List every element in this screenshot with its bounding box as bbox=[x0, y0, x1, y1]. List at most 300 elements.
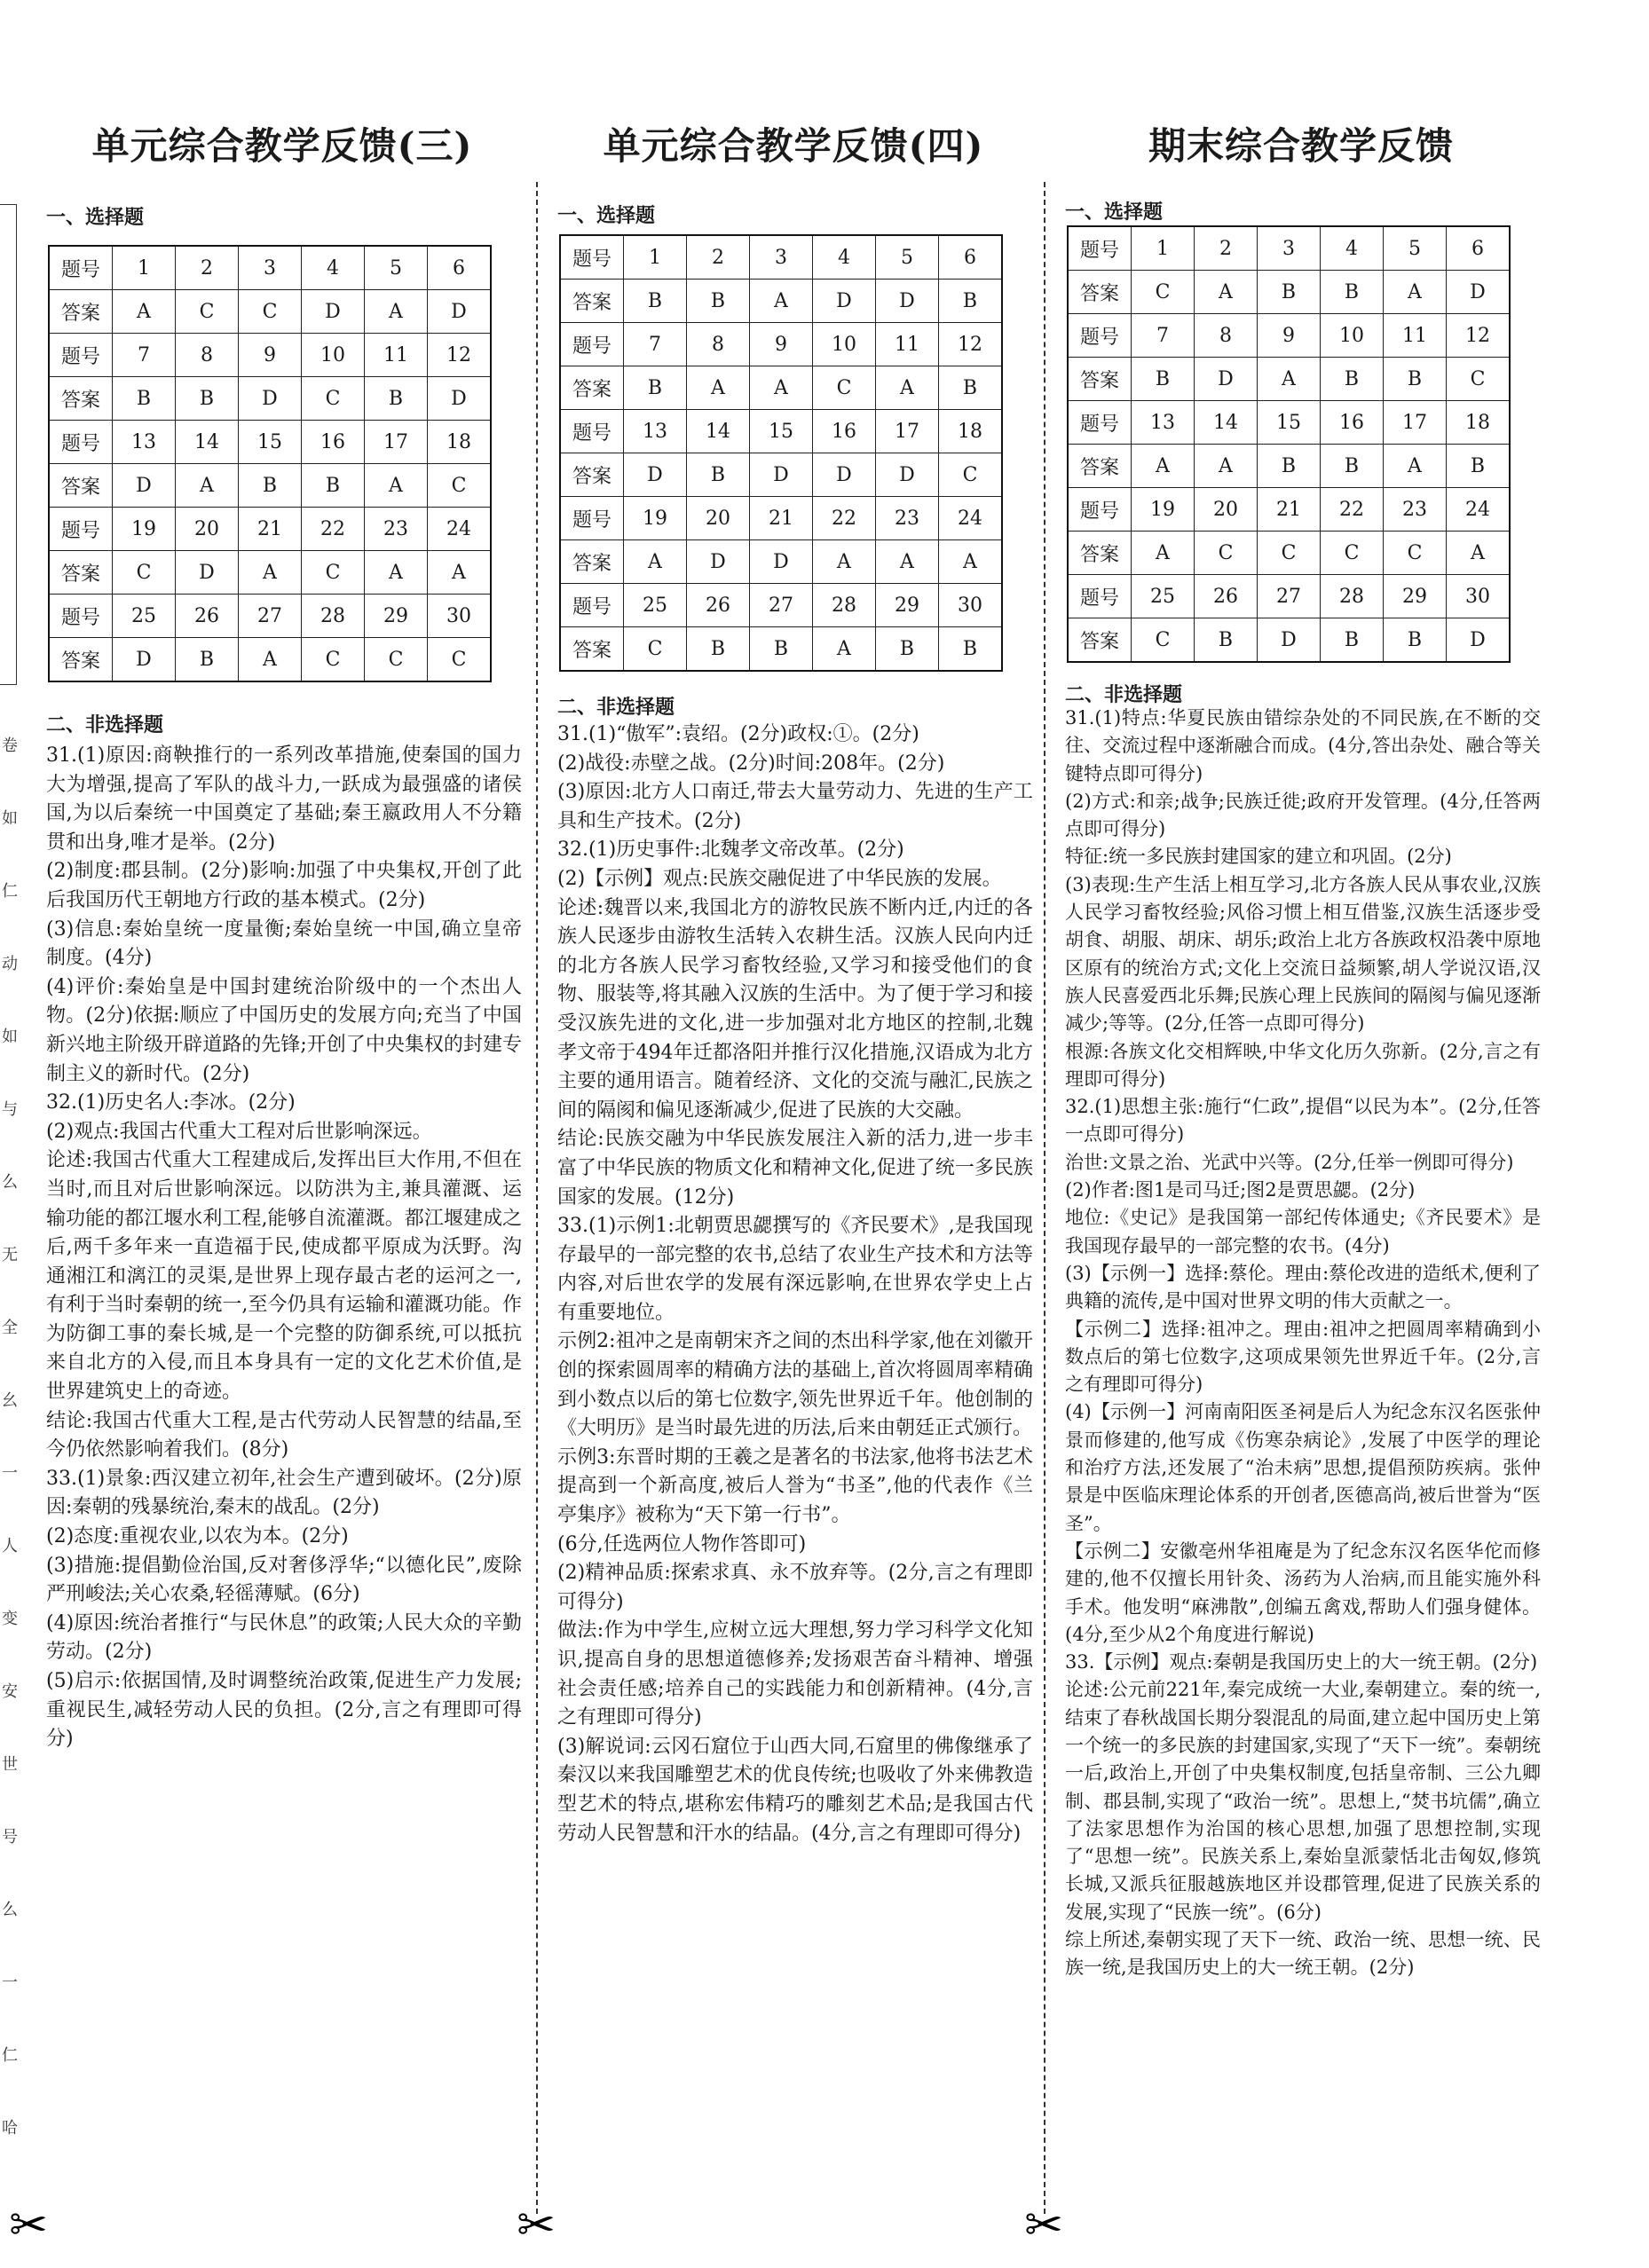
section-nonchoice-heading: 二、非选择题 bbox=[46, 713, 164, 736]
table-cell: 17 bbox=[876, 410, 939, 453]
table-cell: 答案 bbox=[560, 280, 624, 323]
table-cell: A bbox=[1384, 445, 1447, 488]
table-cell: 题号 bbox=[1068, 575, 1132, 618]
table-cell: 29 bbox=[365, 595, 428, 638]
table-cell: 23 bbox=[876, 497, 939, 540]
paragraph: (3)表现:生产生活上相互学习,北方各族人民从事农业,汉族人民学习畜牧经验;风俗习惯上相互借鉴,汉族生活逐步受胡食、胡服、胡床、胡乐;政治上北方各族政权沿袭中原地区原有的统治方式;文化上交流日益频繁,胡人学说汉语,汉族人民喜爱西北乐舞;民族心理上民族间的隔阂与偏见逐渐减少;等等。(2分,任答一点即可得分) bbox=[1065, 873, 1541, 1035]
table-cell: 7 bbox=[113, 334, 176, 377]
table-cell: 9 bbox=[239, 334, 302, 377]
section-choice-heading: 一、选择题 bbox=[557, 204, 656, 227]
table-cell: B bbox=[1447, 445, 1511, 488]
table-cell: B bbox=[1321, 271, 1384, 314]
cut-line bbox=[536, 182, 538, 2214]
table-row bbox=[49, 421, 491, 464]
scissors-icon: ✂ bbox=[517, 2199, 556, 2252]
paragraph: 32.(1)历史事件:北魏孝文帝改革。(2分) bbox=[557, 839, 904, 862]
table-row bbox=[49, 377, 491, 421]
table-cell: C bbox=[1321, 532, 1384, 575]
table-cell: 4 bbox=[1321, 226, 1384, 271]
table-cell: 11 bbox=[876, 323, 939, 366]
table-cell: B bbox=[176, 377, 239, 421]
table-cell: 5 bbox=[1384, 226, 1447, 271]
paragraph: (4)【示例一】河南南阳医圣祠是后人为纪念东汉名医张仲景而修建的,他写成《伤寒杂病论》,发展了中医学的理论和治疗方法,还发展了“治未病”思想,提倡预防疾病。张仲景是中医临床理论体系的开创者,医德高尚,被后世誉为“医圣”。 bbox=[1065, 1401, 1541, 1534]
paragraph: 32.(1)思想主张:施行“仁政”,提倡“以民为本”。(2分,任答一点即可得分) bbox=[1065, 1096, 1541, 1146]
table-cell: C bbox=[176, 290, 239, 334]
table-cell: B bbox=[365, 377, 428, 421]
table-row bbox=[560, 453, 1002, 497]
table-cell: B bbox=[1258, 271, 1321, 314]
table-cell: 答案 bbox=[1068, 445, 1132, 488]
column-title: 单元综合教学反馈(三) bbox=[91, 124, 473, 168]
table-cell: 16 bbox=[813, 410, 876, 453]
table-cell: B bbox=[1132, 358, 1195, 401]
table-cell: 18 bbox=[939, 410, 1003, 453]
table-cell: D bbox=[113, 638, 176, 682]
table-cell: 答案 bbox=[560, 627, 624, 672]
table-cell: 22 bbox=[302, 508, 365, 551]
paragraph: (2)态度:重视农业,以农为本。(2分) bbox=[46, 1525, 349, 1548]
table-row bbox=[1068, 226, 1510, 271]
table-cell: A bbox=[624, 540, 687, 584]
table-row bbox=[560, 323, 1002, 366]
paragraph: (2)精神品质:探索求真、永不放弃等。(2分,言之有理即可得分) bbox=[557, 1562, 1033, 1613]
table-cell: 19 bbox=[1132, 488, 1195, 532]
table-cell: 答案 bbox=[1068, 358, 1132, 401]
table-cell: 25 bbox=[1132, 575, 1195, 618]
table-cell: 5 bbox=[876, 235, 939, 280]
table-cell: 23 bbox=[1384, 488, 1447, 532]
table-cell: D bbox=[113, 464, 176, 508]
table-cell: 答案 bbox=[49, 377, 113, 421]
table-row bbox=[1068, 488, 1510, 532]
table-cell: 6 bbox=[428, 246, 492, 290]
table-cell: B bbox=[1258, 445, 1321, 488]
table-cell: B bbox=[624, 366, 687, 410]
table-cell: 15 bbox=[1258, 401, 1321, 445]
table-cell: B bbox=[1384, 618, 1447, 663]
table-cell: 答案 bbox=[560, 366, 624, 410]
table-cell: A bbox=[1132, 532, 1195, 575]
answer-table bbox=[48, 245, 492, 682]
paragraph: 33.(1)景象:西汉建立初年,社会生产遭到破坏。(2分)原因:秦朝的残暴统治,秦末的战乱。(2分) bbox=[46, 1467, 522, 1519]
scissors-icon: ✂ bbox=[9, 2199, 48, 2252]
table-cell: A bbox=[428, 551, 492, 595]
table-cell: 28 bbox=[813, 584, 876, 627]
table-cell: D bbox=[813, 453, 876, 497]
paragraph: 论述:公元前221年,秦完成统一大业,秦朝建立。秦的统一,结束了春秋战国长期分裂混乱的局面,建立起中国历史上第一个统一的多民族的封建国家,实现了“天下一统”。秦朝统一后,政治上,开创了中央集权制度,包括皇帝制、三公九卿制、郡县制,实现了“政治一统”。思想上,“焚书坑儒”,确立了法家思想作为治国的核心思想,加强了思想控制,实现了“思想一统”。民族关系上,秦始皇派蒙恬北击匈奴,修筑长城,又派兵征服越族地区并设郡管理,促进了民族关系的发展,实现了“民族一统”。(6分) bbox=[1065, 1679, 1541, 1923]
table-cell: 12 bbox=[428, 334, 492, 377]
table-row bbox=[49, 551, 491, 595]
paragraph: 【示例二】安徽亳州华祖庵是为了纪念东汉名医华佗而修建的,他不仅擅长用针灸、汤药为人治病,而且能实施外科手术。他发明“麻沸散”,创编五禽戏,帮助人们强身健体。(4分,至少从2个角度进行解说) bbox=[1065, 1540, 1541, 1645]
table-cell: B bbox=[1321, 445, 1384, 488]
table-cell: 题号 bbox=[560, 235, 624, 280]
table-cell: C bbox=[1132, 271, 1195, 314]
answer-body bbox=[46, 742, 522, 1754]
table-cell: 题号 bbox=[560, 410, 624, 453]
table-cell: 3 bbox=[750, 235, 813, 280]
table-row bbox=[49, 290, 491, 334]
table-cell: B bbox=[1195, 618, 1258, 663]
table-row bbox=[560, 584, 1002, 627]
table-cell: 题号 bbox=[1068, 226, 1132, 271]
table-cell: 14 bbox=[1195, 401, 1258, 445]
table-cell: 26 bbox=[1195, 575, 1258, 618]
table-cell: 16 bbox=[1321, 401, 1384, 445]
table-cell: 15 bbox=[239, 421, 302, 464]
table-row bbox=[1068, 618, 1510, 663]
table-cell: 答案 bbox=[560, 540, 624, 584]
table-cell: 8 bbox=[687, 323, 750, 366]
table-cell: 题号 bbox=[560, 323, 624, 366]
table-cell: 题号 bbox=[49, 421, 113, 464]
table-cell: 24 bbox=[939, 497, 1003, 540]
table-row bbox=[560, 235, 1002, 280]
table-cell: 25 bbox=[113, 595, 176, 638]
table-cell: 18 bbox=[1447, 401, 1511, 445]
left-edge-text-fragment: 卷如仁动如与么无全幺一人变安世号么一仁哈 bbox=[2, 736, 18, 2138]
table-cell: B bbox=[624, 280, 687, 323]
table-cell: 6 bbox=[939, 235, 1003, 280]
paragraph: 地位:《史记》是我国第一部纪传体通史;《齐民要术》是我国现存最早的一部完整的农书。(4分) bbox=[1065, 1207, 1541, 1256]
table-cell: 13 bbox=[1132, 401, 1195, 445]
table-cell: A bbox=[1384, 271, 1447, 314]
table-cell: A bbox=[687, 366, 750, 410]
paragraph: 治世:文景之治、光武中兴等。(2分,任举一例即可得分) bbox=[1065, 1151, 1514, 1173]
table-cell: D bbox=[624, 453, 687, 497]
table-cell: 题号 bbox=[1068, 488, 1132, 532]
table-cell: 2 bbox=[1195, 226, 1258, 271]
table-cell: D bbox=[1195, 358, 1258, 401]
table-cell: 题号 bbox=[49, 508, 113, 551]
table-cell: 19 bbox=[624, 497, 687, 540]
table-row bbox=[1068, 271, 1510, 314]
table-cell: 27 bbox=[750, 584, 813, 627]
table-cell: 4 bbox=[302, 246, 365, 290]
column-title: 单元综合教学反馈(四) bbox=[603, 124, 984, 168]
table-row bbox=[560, 497, 1002, 540]
table-cell: C bbox=[1447, 358, 1511, 401]
table-cell: 22 bbox=[1321, 488, 1384, 532]
table-row bbox=[1068, 358, 1510, 401]
table-cell: C bbox=[113, 551, 176, 595]
table-cell: 29 bbox=[1384, 575, 1447, 618]
table-cell: 4 bbox=[813, 235, 876, 280]
table-cell: 答案 bbox=[1068, 532, 1132, 575]
table-cell: A bbox=[239, 638, 302, 682]
answer-table bbox=[1067, 225, 1511, 663]
paragraph: 31.(1)特点:华夏民族由错综杂处的不同民族,在不断的交往、交流过程中逐渐融合而成。(4分,答出杂处、融合等关键特点即可得分) bbox=[1065, 707, 1541, 784]
table-cell: 答案 bbox=[49, 464, 113, 508]
table-cell: 3 bbox=[1258, 226, 1321, 271]
table-cell: 题号 bbox=[49, 334, 113, 377]
answer-table bbox=[559, 234, 1003, 672]
table-cell: D bbox=[239, 377, 302, 421]
table-cell: A bbox=[1132, 445, 1195, 488]
paragraph: 特征:统一多民族封建国家的建立和巩固。(2分) bbox=[1065, 846, 1452, 868]
paragraph: 结论:我国古代重大工程,是古代劳动人民智慧的结晶,至今仍依然影响着我们。(8分) bbox=[46, 1409, 522, 1461]
table-cell: D bbox=[302, 290, 365, 334]
table-cell: C bbox=[624, 627, 687, 672]
table-cell: 9 bbox=[1258, 314, 1321, 358]
paragraph: 结论:民族交融为中华民族发展注入新的活力,进一步丰富了中华民族的物质文化和精神文化,促进了统一多民族国家的发展。(12分) bbox=[557, 1128, 1033, 1209]
table-cell: 28 bbox=[302, 595, 365, 638]
paragraph: 31.(1)原因:商鞅推行的一系列改革措施,使秦国的国力大为增强,提高了军队的战斗力,一跃成为最强盛的诸侯国,为以后秦统一中国奠定了基础;秦王嬴政用人不分籍贯和出身,唯才是举。(2分) bbox=[46, 744, 522, 854]
table-cell: 答案 bbox=[1068, 271, 1132, 314]
table-cell: 11 bbox=[1384, 314, 1447, 358]
table-cell: 21 bbox=[750, 497, 813, 540]
table-cell: 14 bbox=[687, 410, 750, 453]
table-cell: D bbox=[1258, 618, 1321, 663]
table-cell: 30 bbox=[1447, 575, 1511, 618]
table-cell: 10 bbox=[813, 323, 876, 366]
scissors-icon: ✂ bbox=[1024, 2199, 1063, 2252]
table-cell: 24 bbox=[428, 508, 492, 551]
paragraph: 示例3:东晋时期的王羲之是著名的书法家,他将书法艺术提高到一个新高度,被后人誉为“书圣”,他的代表作《兰亭集序》被称为“天下第一行书”。 bbox=[557, 1445, 1033, 1527]
paragraph: (2)制度:郡县制。(2分)影响:加强了中央集权,开创了此后我国历代王朝地方行政的基本模式。(2分) bbox=[46, 860, 522, 911]
table-cell: 21 bbox=[239, 508, 302, 551]
table-cell: C bbox=[1132, 618, 1195, 663]
paragraph: (3)原因:北方人口南迁,带去大量劳动力、先进的生产工具和生产技术。(2分) bbox=[557, 781, 1033, 832]
table-cell: D bbox=[750, 540, 813, 584]
table-cell: D bbox=[428, 377, 492, 421]
table-cell: D bbox=[1447, 271, 1511, 314]
answer-body bbox=[1065, 705, 1541, 1982]
table-row bbox=[560, 627, 1002, 672]
table-cell: 27 bbox=[1258, 575, 1321, 618]
table-cell: A bbox=[1195, 445, 1258, 488]
table-cell: C bbox=[365, 638, 428, 682]
table-cell: 答案 bbox=[49, 551, 113, 595]
table-cell: 29 bbox=[876, 584, 939, 627]
table-cell: C bbox=[302, 377, 365, 421]
table-cell: 2 bbox=[687, 235, 750, 280]
table-cell: 27 bbox=[239, 595, 302, 638]
table-cell: C bbox=[302, 638, 365, 682]
table-cell: 25 bbox=[624, 584, 687, 627]
table-cell: 15 bbox=[750, 410, 813, 453]
table-cell: D bbox=[176, 551, 239, 595]
paragraph: (2)观点:我国古代重大工程对后世影响深远。 bbox=[46, 1120, 432, 1143]
table-cell: 12 bbox=[1447, 314, 1511, 358]
table-cell: A bbox=[813, 627, 876, 672]
table-cell: A bbox=[1195, 271, 1258, 314]
table-cell: 18 bbox=[428, 421, 492, 464]
table-cell: A bbox=[365, 290, 428, 334]
table-cell: 题号 bbox=[560, 584, 624, 627]
table-cell: 10 bbox=[1321, 314, 1384, 358]
table-row bbox=[560, 540, 1002, 584]
table-row bbox=[49, 595, 491, 638]
table-row bbox=[49, 638, 491, 682]
paragraph: 论述:我国古代重大工程建成后,发挥出巨大作用,不但在当时,而且对后世影响深远。以防洪为主,兼具灌溉、运输功能的都江堰水利工程,能够自流灌溉。都江堰建成之后,两千多年来一直造福于民,使成都平原成为沃野。沟通湘江和漓江的灵渠,是世界上现存最古老的运河之一,有利于当时秦朝的统一,至今仍具有运输和灌溉功能。作为防御工事的秦长城,是一个完整的防御系统,可以抵抗来自北方的入侵,而且本身具有一定的文化艺术价值,是世界建筑史上的奇迹。 bbox=[46, 1149, 522, 1404]
table-cell: 12 bbox=[939, 323, 1003, 366]
table-row bbox=[1068, 401, 1510, 445]
paragraph: 33.(1)示例1:北朝贾思勰撰写的《齐民要术》,是我国现存最早的一部完整的农书,总结了农业生产技术和方法等内容,对后世农学的发展有深远影响,在世界农学史上占有重要地位。 bbox=[557, 1215, 1033, 1324]
table-cell: C bbox=[1195, 532, 1258, 575]
table-cell: B bbox=[176, 638, 239, 682]
table-cell: 28 bbox=[1321, 575, 1384, 618]
paragraph: 做法:作为中学生,应树立远大理想,努力学习科学文化知识,提高自身的思想道德修养;发扬艰苦奋斗精神、增强社会责任感;培养自己的实践能力和创新精神。(4分,言之有理即可得分) bbox=[557, 1619, 1033, 1729]
paragraph: 32.(1)历史名人:李冰。(2分) bbox=[46, 1091, 296, 1114]
table-cell: B bbox=[876, 627, 939, 672]
paragraph: (3)【示例一】选择:蔡伦。理由:蔡伦改进的造纸术,便利了典籍的流传,是中国对世界文明的伟大贡献之一。 bbox=[1065, 1262, 1541, 1312]
table-cell: 19 bbox=[113, 508, 176, 551]
table-cell: 14 bbox=[176, 421, 239, 464]
table-cell: A bbox=[750, 366, 813, 410]
paragraph: (3)信息:秦始皇统一度量衡;秦始皇统一中国,确立皇帝制度。(4分) bbox=[46, 917, 522, 970]
table-cell: D bbox=[876, 280, 939, 323]
table-cell: 题号 bbox=[1068, 401, 1132, 445]
table-cell: A bbox=[1258, 358, 1321, 401]
table-row bbox=[560, 280, 1002, 323]
table-cell: A bbox=[813, 540, 876, 584]
paragraph: 31.(1)“傲军”:袁绍。(2分)政权:①。(2分) bbox=[557, 723, 919, 745]
section-choice-heading: 一、选择题 bbox=[1065, 201, 1164, 224]
table-cell: 16 bbox=[302, 421, 365, 464]
paragraph: (4)评价:秦始皇是中国封建统治阶级中的一个杰出人物。(2分)依据:顺应了中国历史的发展方向;充当了中国新兴地主阶级开辟道路的先锋;开创了中央集权的封建专制主义的新时代。(2分) bbox=[46, 975, 522, 1085]
table-cell: C bbox=[239, 290, 302, 334]
column-title: 期末综合教学反馈 bbox=[1148, 124, 1454, 168]
table-cell: 答案 bbox=[49, 638, 113, 682]
table-row bbox=[1068, 314, 1510, 358]
table-cell: 30 bbox=[428, 595, 492, 638]
table-cell: 2 bbox=[176, 246, 239, 290]
table-cell: 9 bbox=[750, 323, 813, 366]
table-cell: 13 bbox=[624, 410, 687, 453]
paragraph: 33.【示例】观点:秦朝是我国历史上的大一统王朝。(2分) bbox=[1065, 1651, 1538, 1673]
table-cell: 答案 bbox=[49, 290, 113, 334]
table-cell: 答案 bbox=[560, 453, 624, 497]
paragraph: (2)战役:赤壁之战。(2分)时间:208年。(2分) bbox=[557, 752, 945, 775]
table-cell: 11 bbox=[365, 334, 428, 377]
table-row bbox=[1068, 445, 1510, 488]
table-row bbox=[49, 508, 491, 551]
table-cell: 23 bbox=[365, 508, 428, 551]
table-cell: 26 bbox=[687, 584, 750, 627]
table-cell: 题号 bbox=[1068, 314, 1132, 358]
table-cell: A bbox=[239, 551, 302, 595]
table-cell: D bbox=[1447, 618, 1511, 663]
paragraph: (6分,任选两位人物作答即可) bbox=[557, 1532, 807, 1555]
table-cell: D bbox=[813, 280, 876, 323]
table-cell: 7 bbox=[1132, 314, 1195, 358]
table-cell: D bbox=[687, 540, 750, 584]
table-cell: 10 bbox=[302, 334, 365, 377]
table-cell: 答案 bbox=[1068, 618, 1132, 663]
table-cell: A bbox=[365, 551, 428, 595]
table-row bbox=[49, 334, 491, 377]
table-cell: B bbox=[1384, 358, 1447, 401]
table-cell: B bbox=[687, 453, 750, 497]
table-cell: B bbox=[687, 627, 750, 672]
table-row bbox=[560, 366, 1002, 410]
table-cell: A bbox=[876, 540, 939, 584]
table-cell: 1 bbox=[624, 235, 687, 280]
paragraph: (3)解说词:云冈石窟位于山西大同,石窟里的佛像继承了秦汉以来我国雕塑艺术的优良传统;也吸收了外来佛教造型艺术的特点,堪称宏伟精巧的雕刻艺术品;是我国古代劳动人民智慧和汗水的结晶。(4分,言之有理即可得分) bbox=[557, 1735, 1033, 1845]
table-cell: 30 bbox=[939, 584, 1003, 627]
table-cell: 17 bbox=[365, 421, 428, 464]
table-cell: C bbox=[302, 551, 365, 595]
table-cell: 21 bbox=[1258, 488, 1321, 532]
table-cell: A bbox=[113, 290, 176, 334]
table-cell: 3 bbox=[239, 246, 302, 290]
paragraph: (3)措施:提倡勤俭治国,反对奢侈浮华;“以德化民”,废除严刑峻法;关心农桑,轻徭薄赋。(6分) bbox=[46, 1554, 522, 1606]
paragraph: (5)启示:依据国情,及时调整统治政策,促进生产力发展;重视民生,减轻劳动人民的负担。(2分,言之有理即可得分) bbox=[46, 1670, 522, 1751]
table-cell: A bbox=[750, 280, 813, 323]
table-cell: 题号 bbox=[560, 497, 624, 540]
table-cell: 22 bbox=[813, 497, 876, 540]
table-cell: 题号 bbox=[49, 595, 113, 638]
table-cell: C bbox=[939, 453, 1003, 497]
section-nonchoice-heading: 二、非选择题 bbox=[1065, 683, 1183, 706]
paragraph: (4)原因:统治者推行“与民休息”的政策;人民大众的辛勤劳动。(2分) bbox=[46, 1611, 522, 1664]
table-row bbox=[1068, 575, 1510, 618]
table-cell: C bbox=[428, 464, 492, 508]
table-cell: C bbox=[813, 366, 876, 410]
table-cell: B bbox=[750, 627, 813, 672]
table-cell: 26 bbox=[176, 595, 239, 638]
table-cell: 8 bbox=[176, 334, 239, 377]
table-cell: B bbox=[939, 280, 1003, 323]
table-cell: B bbox=[1321, 618, 1384, 663]
paragraph: 论述:魏晋以来,我国北方的游牧民族不断内迁,内迁的各族人民逐步由游牧生活转入农耕生活。汉族人民向内迁的北方各族人民学习畜牧经验,又学习和接受他们的食物、服装等,将其融入汉族的生活中。为了便于学习和接受汉族先进的文化,进一步加强对北方地区的控制,北魏孝文帝于494年迁都洛阳并推行汉化措施,汉语成为北方主要的通用语言。随着经济、文化的交流与融汇,民族之间的隔阂和偏见逐渐减少,促进了民族的大交融。 bbox=[557, 896, 1033, 1122]
table-cell: 1 bbox=[113, 246, 176, 290]
table-row bbox=[560, 410, 1002, 453]
paragraph: 根源:各族文化交相辉映,中华文化历久弥新。(2分,言之有理即可得分) bbox=[1065, 1040, 1541, 1090]
table-cell: 6 bbox=[1447, 226, 1511, 271]
table-cell: A bbox=[176, 464, 239, 508]
table-cell: B bbox=[1321, 358, 1384, 401]
table-cell: 5 bbox=[365, 246, 428, 290]
table-cell: 20 bbox=[1195, 488, 1258, 532]
table-cell: 20 bbox=[687, 497, 750, 540]
paragraph: (2)【示例】观点:民族交融促进了中华民族的发展。 bbox=[557, 867, 1002, 890]
answer-body bbox=[557, 721, 1033, 1848]
table-cell: A bbox=[876, 366, 939, 410]
table-cell: 24 bbox=[1447, 488, 1511, 532]
table-cell: D bbox=[750, 453, 813, 497]
table-cell: B bbox=[687, 280, 750, 323]
table-cell: C bbox=[428, 638, 492, 682]
table-cell: A bbox=[365, 464, 428, 508]
table-cell: 13 bbox=[113, 421, 176, 464]
paragraph: 示例2:祖冲之是南朝宋齐之间的杰出科学家,他在刘徽开创的探索圆周率的精确方法的基础上,首次将圆周率精确到小数点以后的第七位数字,领先世界近千年。他创制的《大明历》是当时最先进的历法,后来由朝廷正式颁行。 bbox=[557, 1330, 1033, 1440]
table-row bbox=[49, 246, 491, 290]
table-cell: D bbox=[428, 290, 492, 334]
table-cell: 17 bbox=[1384, 401, 1447, 445]
table-cell: A bbox=[1447, 532, 1511, 575]
left-edge-table-fragment bbox=[0, 204, 17, 685]
table-cell: B bbox=[239, 464, 302, 508]
table-cell: 1 bbox=[1132, 226, 1195, 271]
section-choice-heading: 一、选择题 bbox=[46, 206, 145, 229]
table-cell: 20 bbox=[176, 508, 239, 551]
paragraph: (2)作者:图1是司马迁;图2是贾思勰。(2分) bbox=[1065, 1179, 1416, 1201]
paragraph: 【示例二】选择:祖冲之。理由:祖冲之把圆周率精确到小数点后的第七位数字,这项成果领先世界近千年。(2分,言之有理即可得分) bbox=[1065, 1318, 1541, 1396]
table-cell: 题号 bbox=[49, 246, 113, 290]
paragraph: 综上所述,秦朝实现了天下一统、政治一统、思想一统、民族一统,是我国历史上的大一统王朝。(2分) bbox=[1065, 1929, 1541, 1979]
table-cell: A bbox=[939, 540, 1003, 584]
table-cell: B bbox=[939, 627, 1003, 672]
table-cell: C bbox=[1384, 532, 1447, 575]
table-cell: B bbox=[302, 464, 365, 508]
cut-line bbox=[1044, 182, 1045, 2214]
table-cell: B bbox=[113, 377, 176, 421]
table-cell: 7 bbox=[624, 323, 687, 366]
table-cell: B bbox=[939, 366, 1003, 410]
paragraph: (2)方式:和亲;战争;民族迁徙;政府开发管理。(4分,任答两点即可得分) bbox=[1065, 790, 1541, 840]
table-row bbox=[49, 464, 491, 508]
